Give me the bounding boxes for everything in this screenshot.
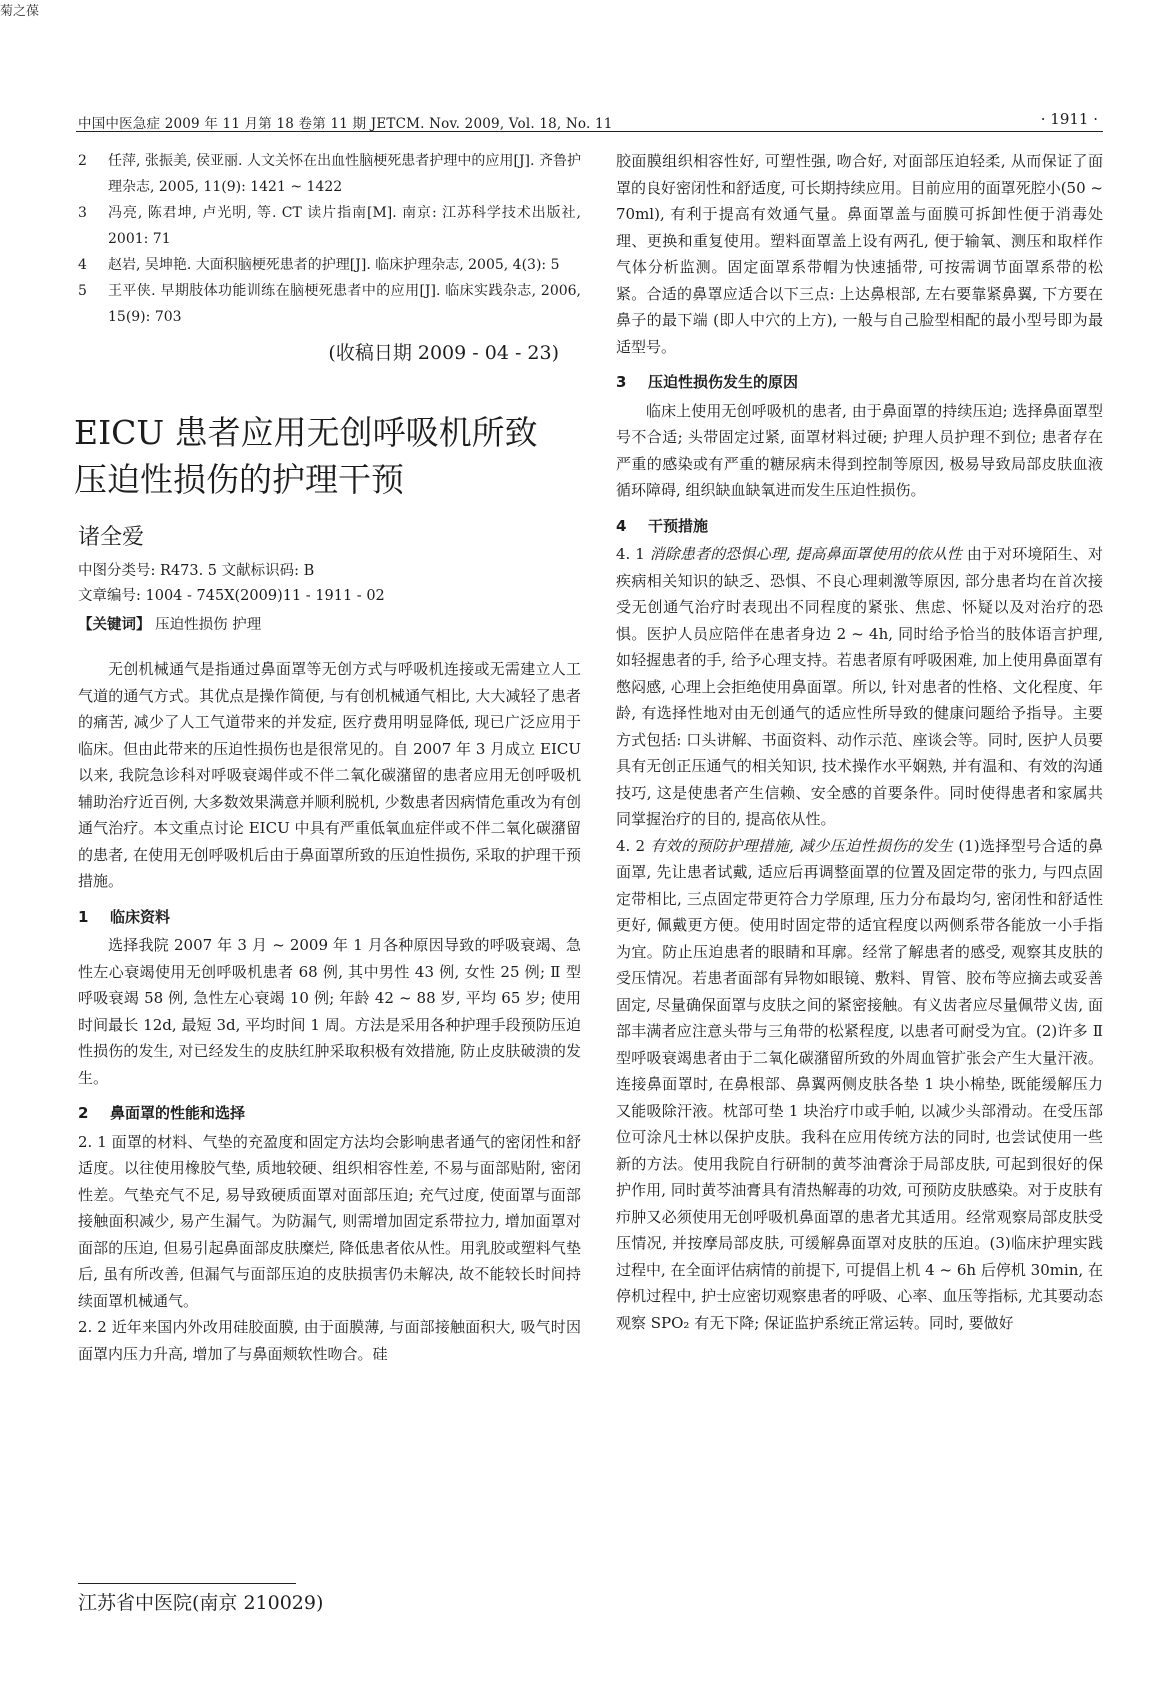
subsection-number: 4. 1 (616, 545, 645, 563)
reference-item (78, 200, 581, 252)
section-2-1-paragraph: 2. 1 面罩的材料、气垫的充盈度和固定方法均会影响患者通气的密闭性和舒适度。以往使用橡胶气垫, 质地较硬、组织相容性差, 不易与面部贴附, 密闭性差。气垫充气不足, 易导致硬质面罩对面部压迫; 充气过度, 使面罩与面部接触面积减少, 易产生漏气。为防漏气, 则需增加固定系带拉力, 增加面罩对面部的压迫, 但易引起鼻面部皮肤糜烂, 降低患者依从性。用乳胶或塑料气垫后, 虽有所改善, 但漏气与面部压迫的皮肤损害仍未解决, 故不能较长时间持续面罩机械通气。 (78, 1132, 581, 1310)
reference-number: 3 (78, 205, 87, 221)
reference-text: 冯亮, 陈君坤, 卢光明, 等. CT 读片指南[M]. 南京: 江苏科学技术出版社, 2001: 71 (108, 205, 581, 247)
received-date: (收稿日期 2009 - 04 - 23) (328, 342, 559, 364)
keywords-text: 压迫性损伤 护理 (155, 617, 262, 633)
reference-item (78, 252, 581, 278)
footnote-rule (78, 1583, 296, 1584)
section-number: 3 (616, 373, 627, 391)
reference-text: 赵岩, 吴坤艳. 大面积脑梗死患者的护理[J]. 临床护理杂志, 2005, 4(3): 5 (108, 257, 560, 273)
section-title: 临床资料 (110, 907, 171, 926)
section-4-2-paragraph (616, 833, 1103, 1337)
author-affiliation: 江苏省中医院(南京 210029) (78, 1592, 324, 1614)
running-header: 中国中医急症 2009 年 11 月第 18 卷第 11 期 JETCM. Nov. 2009, Vol. 18, No. 11 (78, 116, 613, 132)
reference-item (78, 278, 581, 330)
header-rule (76, 131, 1103, 132)
section-heading (78, 904, 581, 931)
reference-item (78, 148, 581, 200)
article-title (74, 409, 581, 503)
article-number: 文章编号: 1004 - 745X(2009)11 - 1911 - 02 (78, 588, 385, 604)
watermark: 菊之葆 (0, 4, 40, 19)
section-3-paragraph: 临床上使用无创呼吸机的患者, 由于鼻面罩的持续压迫; 选择鼻面罩型号不合适; 头带固定过紧, 面罩材料过硬; 护理人员护理不到位; 患者存在严重的感染或有严重的糖尿病未得到控制等原因, 极易导致局部皮肤血液循环障碍, 组织缺血缺氧进而发生压迫性损伤。 (616, 401, 1103, 499)
article-title-line: 压迫性损伤的护理干预 (74, 459, 404, 499)
subsection-text: 由于对环境陌生、对疾病相关知识的缺乏、恐惧、不良心理刺激等原因, 部分患者均在首次接受无创通气治疗时表现出不同程度的紧张、焦虑、怀疑以及对治疗的恐惧。医护人员应陪伴在患者身边 2 ~ 4h, 同时给予恰当的肢体语言护理, 如轻握患者的手, 给予心理支持。若患者原有呼吸困难, 加上使用鼻面罩有憋闷感, 心理上会拒绝使用鼻面罩。所以, 针对患者的性格、文化程度、年龄, 有选择性地对由无创通气的适应性所导致的健康问题给予指导。主要方式包括: 口头讲解、书面资料、动作示范、座谈会等。同时, 医护人员要具有无创正压通气的相关知识, 技术操作水平娴熟, 并有温和、有效的沟通技巧, 这是使患者产生信赖、安全感的首要条件。同时使得患者和家属共同掌握治疗的目的, 提高依从性。 (616, 545, 1103, 828)
reference-number: 4 (78, 257, 87, 273)
author: 诸全爱 (78, 524, 145, 550)
subsection-lead: 消除患者的恐惧心理, 提高鼻面罩使用的依从性 (649, 545, 962, 563)
section-1-paragraph: 选择我院 2007 年 3 月 ~ 2009 年 1 月各种原因导致的呼吸衰竭、急性左心衰竭使用无创呼吸机患者 68 例, 其中男性 43 例, 女性 25 例; Ⅱ 型呼吸衰竭 58 例, 急性左心衰竭 10 例; 年龄 42 ~ 88 岁, 平均 65 岁; 使用时间最长 12d, 最短 3d, 平均时间 1 周。方法是采用各种护理手段预防压迫性损伤的发生, 对已经发生的皮肤红肿采取积极有效措施, 防止皮肤破溃的发生。 (78, 936, 581, 1087)
intro-paragraph: 无创机械通气是指通过鼻面罩等无创方式与呼吸机连接或无需建立人工气道的通气方式。其优点是操作简便, 与有创机械通气相比, 大大减轻了患者的痛苦, 减少了人工气道带来的并发症, 医疗费用明显降低, 现已广泛应用于临床。但由此带来的压迫性损伤也是很常见的。自 2007 年 3 月成立 EICU 以来, 我院急诊科对呼吸衰竭伴或不伴二氧化碳潴留的患者应用无创呼吸机辅助治疗近百例, 大多数效果满意并顺利脱机, 少数患者因病情危重改为有创通气治疗。本文重点讨论 EICU 中具有严重低氧血症伴或不伴二氧化碳潴留的患者, 在使用无创呼吸机后由于鼻面罩所致的压迫性损伤, 采取的护理干预措施。 (78, 660, 581, 890)
article-title-line: EICU 患者应用无创呼吸机所致 (74, 412, 538, 452)
keywords (78, 613, 581, 638)
section-title: 干预措施 (648, 516, 709, 535)
section-4-1-paragraph (616, 541, 1103, 833)
subsection-text: (1)选择型号合适的鼻面罩, 先让患者试戴, 适应后再调整面罩的位置及固定带的张力, 与四点固定带相比, 三点固定带更符合力学原理, 压力分布最均匀, 密闭性和舒适性更好, 佩戴更方便。使用时固定带的适宜程度以两侧系带各能放一小手指为宜。防止压迫患者的眼睛和耳廓。经常了解患者的感受, 观察其皮肤的受压情况。若患者面部有异物如眼镜、敷料、胃管、胶布等应摘去或妥善固定, 尽量确保面罩与皮肤之间的紧密接触。有义齿者应尽量佩带义齿, 面部丰满者应注意头带与三角带的松紧程度, 以患者可耐受为宜。(2)许多 Ⅱ 型呼吸衰竭患者由于二氧化碳潴留所致的外周血管扩张会产生大量汗液。连接鼻面罩时, 在鼻根部、鼻翼两侧皮肤各垫 1 块小棉垫, 既能缓解压力又能吸除汗液。枕部可垫 1 块治疗巾或手帕, 以减少头部滑动。在受压部位可涂凡士林以保护皮肤。我科在应用传统方法的同时, 也尝试使用一些新的方法。使用我院自行研制的黄芩油膏涂于局部皮肤, 可起到很好的保护作用, 同时黄芩油膏具有清热解毒的功效, 可预防皮肤感染。对于皮肤有疖肿又必须使用无创呼吸机鼻面罩的患者尤其适用。经常观察局部皮肤受压情况, 并按摩局部皮肤, 可缓解鼻面罩对皮肤的压迫。(3)临床护理实践过程中, 在全面评估病情的前提下, 可提倡上机 4 ~ 6h 后停机 30min, 在停机过程中, 护士应密切观察患者的呼吸、心率、血压等指标, 尤其要动态观察 SPO₂ 有无下降; 保证监护系统正常运转。同时, 要做好 (616, 836, 1103, 1332)
section-number: 1 (78, 907, 89, 926)
section-title: 压迫性损伤发生的原因 (648, 373, 799, 391)
section-heading (78, 1100, 581, 1127)
section-2-2-continued: 胶面膜组织相容性好, 可塑性强, 吻合好, 对面部压迫轻柔, 从而保证了面罩的良好密闭性和舒适度, 可长期持续应用。目前应用的面罩死腔小(50 ~ 70ml), 有利于提高有效通气量。鼻面罩盖与面膜可拆卸性便于消毒处理、更换和重复使用。塑料面罩盖上设有两孔, 便于输氧、测压和取样作气体分析监测。固定面罩系带帽为快速插带, 可按需调节面罩系带的松紧。合适的鼻罩应适合以下三点: 上达鼻根部, 左右要靠紧鼻翼, 下方要在鼻子的最下端 (即人中穴的上方), 一般与自己脸型相配的最小型号即为最适型号。 (616, 152, 1103, 356)
classification-code: 中图分类号: R473. 5 文献标识码: B (78, 563, 315, 579)
section-number: 4 (616, 516, 627, 535)
reference-text: 任萍, 张振美, 侯亚丽. 人文关怀在出血性脑梗死患者护理中的应用[J]. 齐鲁护理杂志, 2005, 11(9): 1421 ~ 1422 (108, 153, 581, 195)
reference-number: 2 (78, 153, 87, 169)
left-column (74, 148, 581, 1367)
reference-number: 5 (78, 283, 87, 299)
subsection-lead: 有效的预防护理措施, 减少压迫性损伤的发生 (650, 836, 954, 855)
section-title: 鼻面罩的性能和选择 (110, 1104, 246, 1122)
section-number: 2 (78, 1104, 89, 1122)
reference-text: 王平侠. 早期肢体功能训练在脑梗死患者中的应用[J]. 临床实践杂志, 2006, 15(9): 703 (108, 283, 581, 325)
section-2-2-paragraph: 2. 2 近年来国内外改用硅胶面膜, 由于面膜薄, 与面部接触面积大, 吸气时因面罩内压力升高, 增加了与鼻面颊软性吻合。硅 (78, 1318, 581, 1363)
reference-list (78, 148, 581, 330)
section-heading (616, 369, 1103, 396)
keywords-label: 【关键词】 (78, 617, 151, 633)
right-column (616, 148, 1103, 1336)
page-number: · 1911 · (1040, 110, 1098, 128)
section-heading (616, 513, 1103, 540)
subsection-number: 4. 2 (616, 836, 646, 855)
